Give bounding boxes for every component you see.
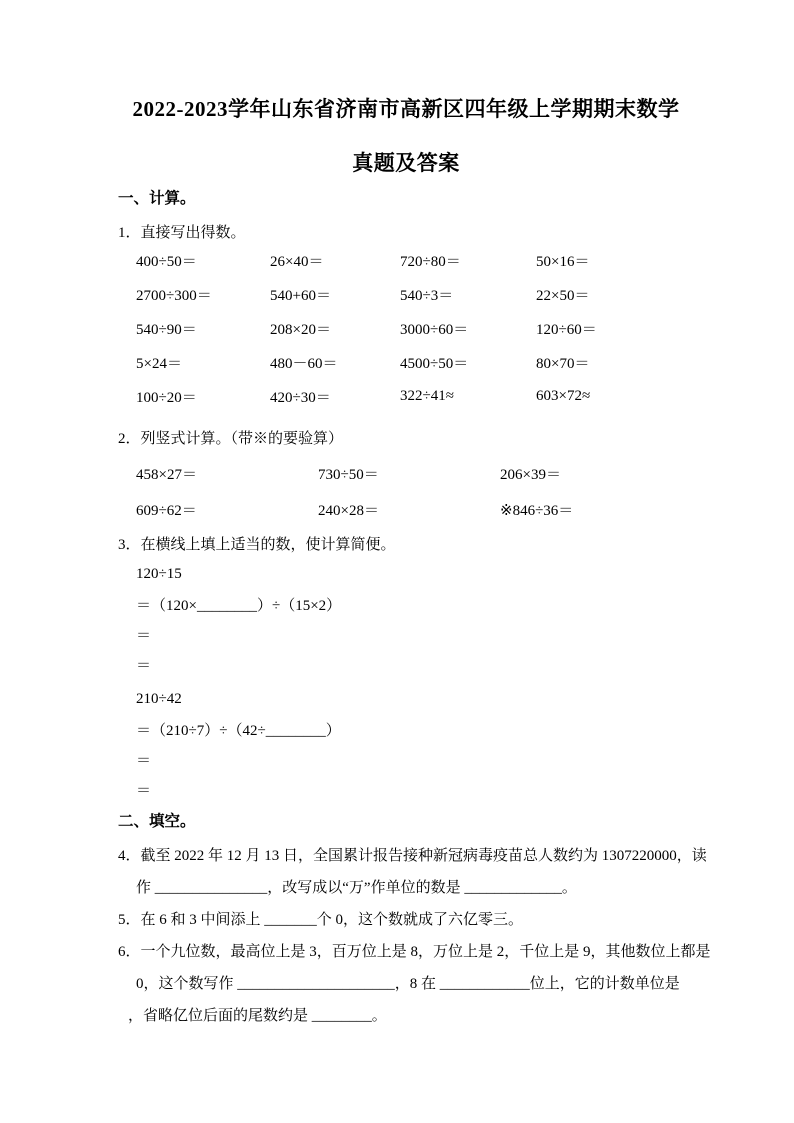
expression: 240×28＝ xyxy=(318,502,379,519)
q1-row-4 xyxy=(136,345,754,379)
expression: 458×27＝ xyxy=(136,466,197,483)
expression: 603×72≈ xyxy=(536,387,591,404)
question-1-grid xyxy=(136,243,754,413)
expression: 730÷50＝ xyxy=(318,466,379,483)
expression: 26×40＝ xyxy=(270,253,324,270)
question-4-line-2: 作 _______________，改写成以“万”作单位的数是 _____________。 xyxy=(136,879,577,896)
question-5-line-1: 5．在 6 和 3 中间添上 _______个 0，这个数就成了六亿零三。 xyxy=(118,911,524,928)
question-6-line-2: 0，这个数写作 _____________________，8 在 ____________位上，它的计数单位是 xyxy=(136,975,680,992)
q1-row-3 xyxy=(136,311,754,345)
question-6-line-3: ，省略亿位后面的尾数约是 ________。 xyxy=(128,1007,387,1024)
expression: ※846÷36＝ xyxy=(500,502,574,519)
equation-line: ＝ xyxy=(136,782,152,799)
equation-line: 210÷42 xyxy=(136,690,182,707)
expression: 400÷50＝ xyxy=(136,253,197,270)
document-title-line2: 真题及答案 xyxy=(352,151,460,175)
fill-in-questions xyxy=(118,838,754,1030)
question-3-block-2 xyxy=(136,684,754,804)
question-3-block-1 xyxy=(136,559,754,679)
expression: 420÷30＝ xyxy=(270,389,331,406)
expression: 540+60＝ xyxy=(270,287,331,304)
expression: 100÷20＝ xyxy=(136,389,197,406)
expression: 80×70＝ xyxy=(536,355,590,372)
question-2-grid xyxy=(136,455,754,527)
expression: 22×50＝ xyxy=(536,287,590,304)
expression: 5×24＝ xyxy=(136,355,182,372)
expression: 480－60＝ xyxy=(270,355,338,372)
section-1-heading: 一、计算。 xyxy=(118,190,196,207)
expression: 4500÷50＝ xyxy=(400,355,469,372)
q1-row-1 xyxy=(136,243,754,277)
equation-line: ＝ xyxy=(136,627,152,644)
question-3-label: 3．在横线上填上适当的数，使计算简便。 xyxy=(118,537,396,553)
q1-row-2 xyxy=(136,277,754,311)
section-2-heading: 二、填空。 xyxy=(118,813,196,830)
expression: 609÷62＝ xyxy=(136,502,197,519)
expression: 3000÷60＝ xyxy=(400,321,469,338)
q2-row-2 xyxy=(136,491,754,527)
equation-line: ＝（210÷7）÷（42÷________） xyxy=(136,722,341,739)
expression: 322÷41≈ xyxy=(400,387,454,404)
question-4-line-1: 4．截至 2022 年 12 月 13 日，全国累计报告接种新冠病毒疫苗总人数约为 1307220000，读 xyxy=(118,847,707,864)
expression: 208×20＝ xyxy=(270,321,331,338)
expression: 206×39＝ xyxy=(500,466,561,483)
document-title-line1: 2022-2023学年山东省济南市高新区四年级上学期期末数学 xyxy=(132,97,680,121)
question-1-label: 1．直接写出得数。 xyxy=(118,225,246,241)
expression: 720÷80＝ xyxy=(400,253,461,270)
question-2-label: 2．列竖式计算。（带※的要验算） xyxy=(118,431,344,447)
question-6-line-1: 6．一个九位数，最高位上是 3，百万位上是 8，万位上是 2，千位上是 9，其他数位上都是 xyxy=(118,943,711,960)
equation-line: ＝（120×________）÷（15×2） xyxy=(136,597,342,614)
equation-line: ＝ xyxy=(136,752,152,769)
expression: 120÷60＝ xyxy=(536,321,597,338)
expression: 50×16＝ xyxy=(536,253,590,270)
expression: 2700÷300＝ xyxy=(136,287,212,304)
expression: 540÷90＝ xyxy=(136,321,197,338)
q1-row-5 xyxy=(136,379,754,413)
expression: 540÷3＝ xyxy=(400,287,454,304)
equation-line: 120÷15 xyxy=(136,565,182,582)
q2-row-1 xyxy=(136,455,754,491)
equation-line: ＝ xyxy=(136,657,152,674)
